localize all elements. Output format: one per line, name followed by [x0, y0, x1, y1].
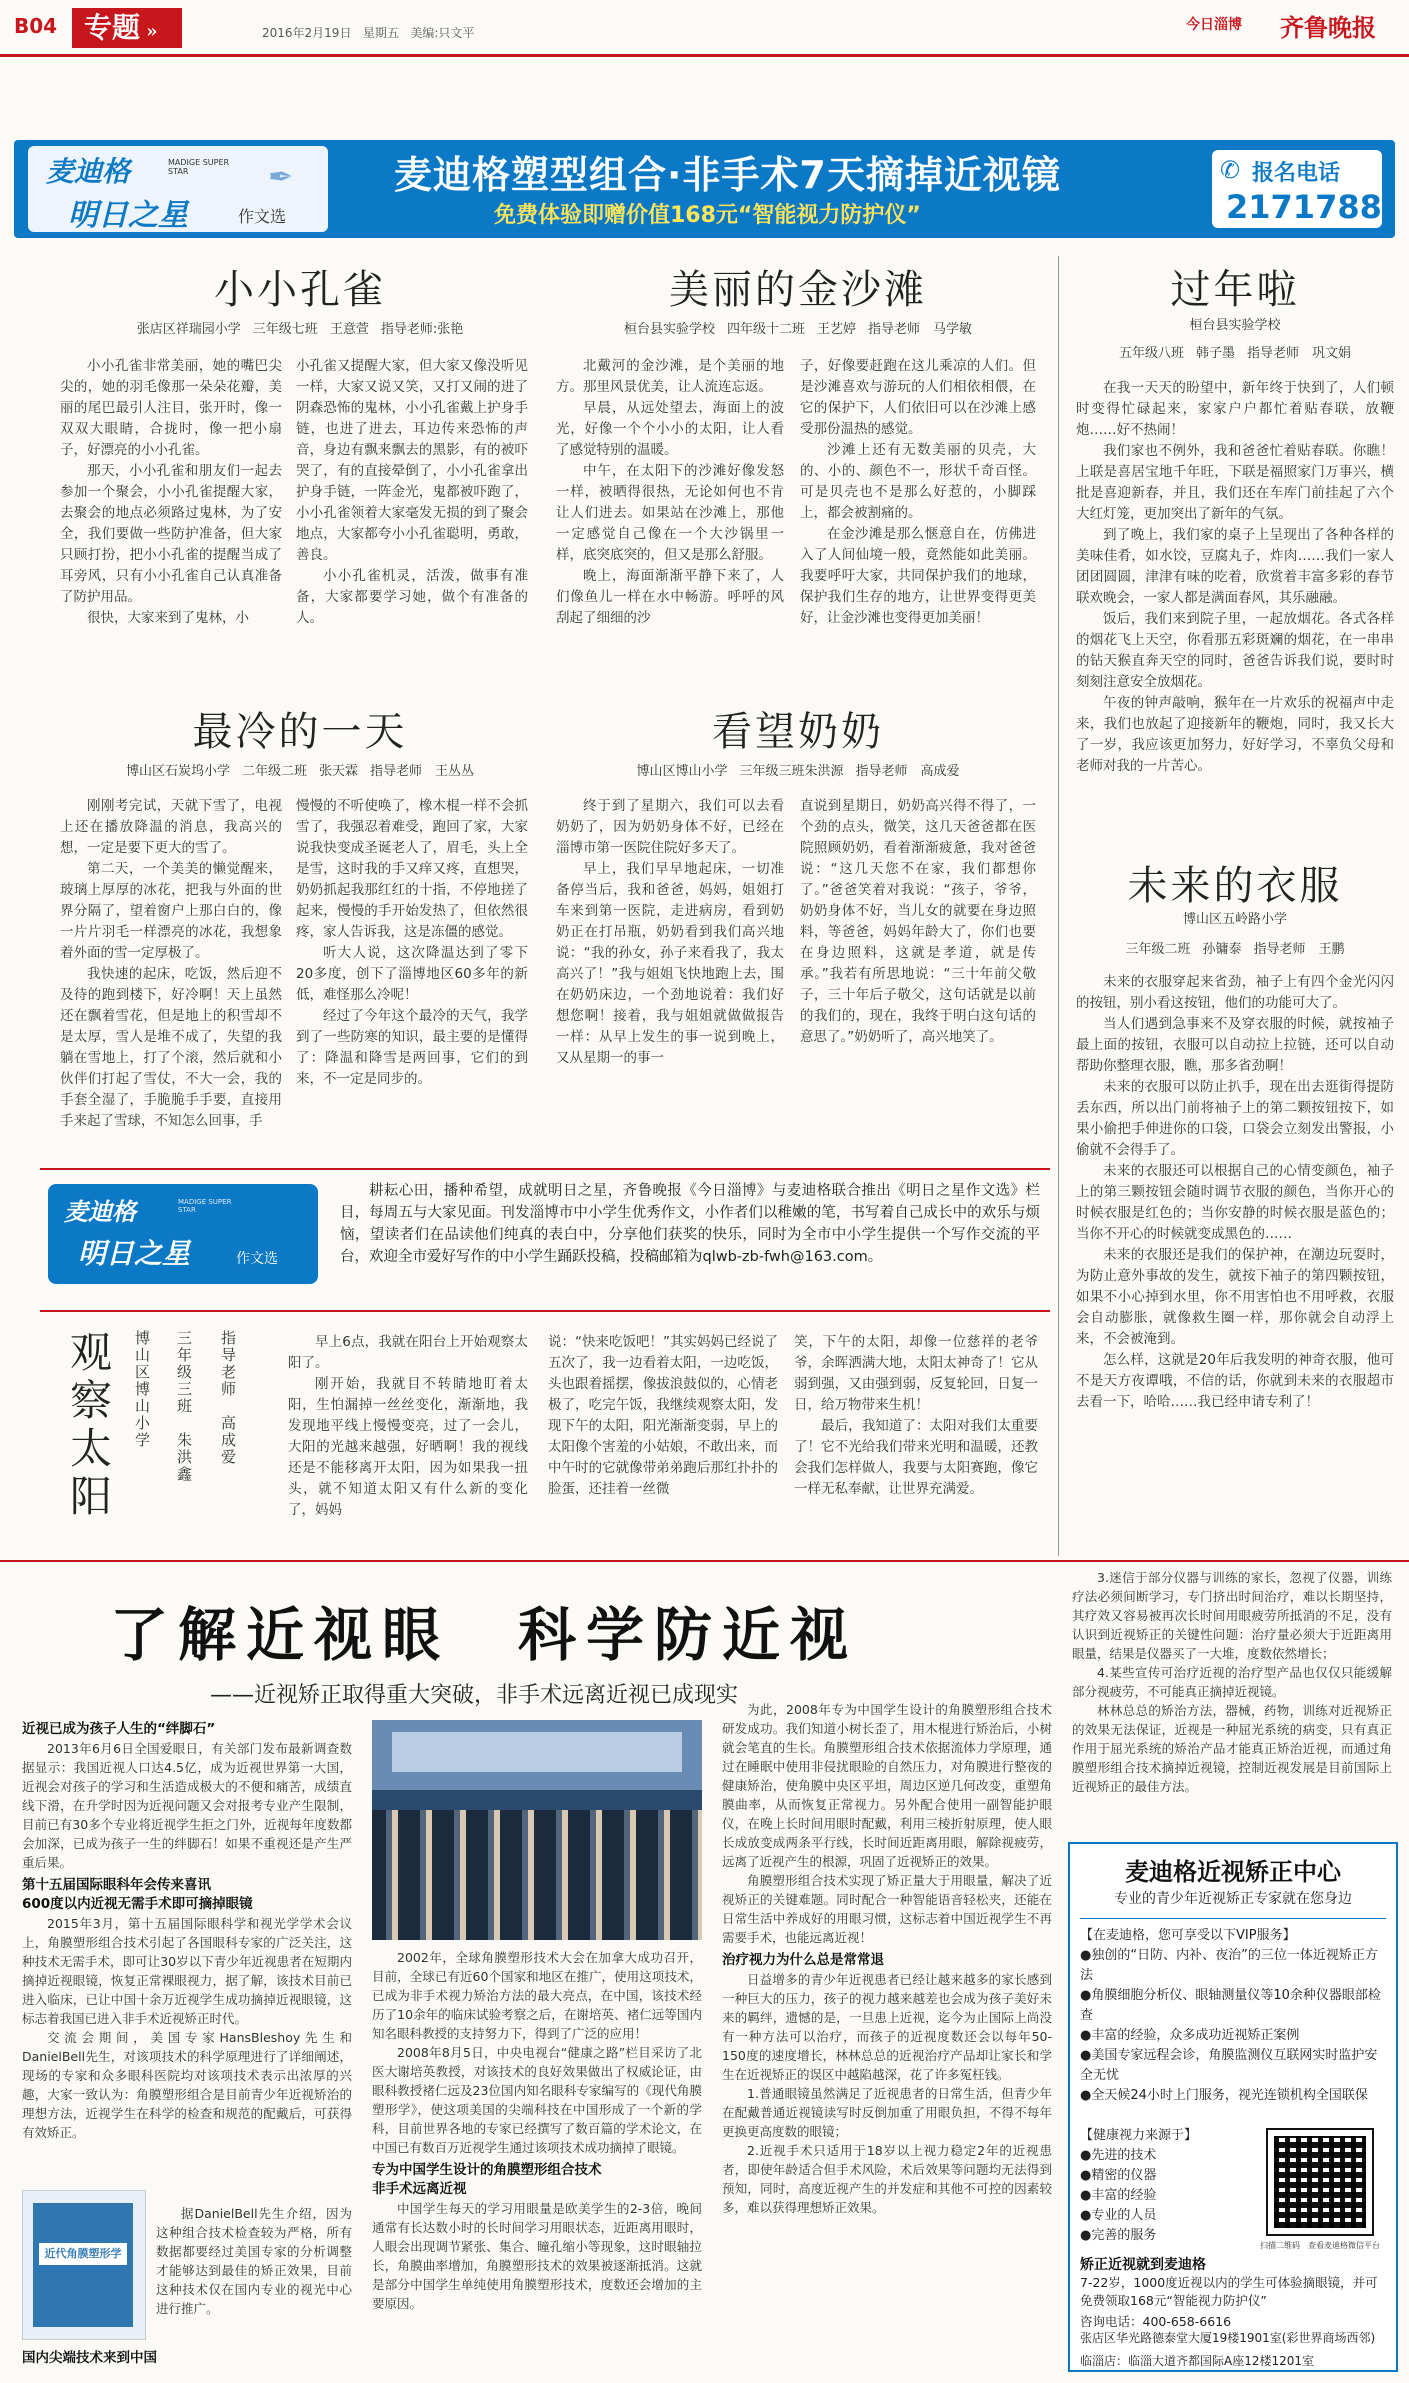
divider — [1080, 1918, 1386, 1919]
subheading: 近视已成为孩子人生的“绊脚石” — [22, 1721, 216, 1737]
column-divider — [1058, 256, 1059, 1556]
article-title: 最冷的一天 — [192, 709, 408, 755]
article-school: 博山区博山小学 — [133, 1330, 151, 1449]
article-title: 小小孔雀 — [214, 267, 386, 313]
center-title: 麦迪格近视矫正中心 — [1125, 1858, 1341, 1886]
pen-icon: ✒ — [268, 160, 294, 195]
article-title: 美丽的金沙滩 — [669, 267, 927, 313]
article-column: 刚刚考完试，天就下雪了，电视上还在播放降温的消息，我高兴的想，一定是要下更大的雪了。 第二天，一个美美的懒觉醒来，玻璃上厚厚的冰花，把我与外面的世界分隔了，望着窗户上那白白的，像一片片羽毛一样漂亮的冰花，我想象着外面的雪一定厚极了。 我快速的起床，吃饭，然后迎不及待的跑到楼下，好冷啊！天上虽然还在飘着雪花，但是地上的积雪却不是太厚，雪人是堆不成了，失望的我躺在雪地上，打了个滚，然后就和小伙伴们打起了雪仗，不大一会，我的手套全湿了，手脆脆手手要，直接用手来起了雪球，不知怎么回事，手 — [60, 798, 282, 1129]
subheading: 600度以内近视无需手术即可摘掉眼镜 — [22, 1896, 253, 1912]
article-title: 过年啦 — [1170, 267, 1300, 313]
center-ad — [1068, 1842, 1398, 2372]
phone-icon: ✆ — [1220, 156, 1241, 184]
article-column: 小孔雀又提醒大家，但大家又像没听见一样，大家又说又笑，又打又闹的进了阴森恐怖的鬼林，小小孔雀戴上护身手链，也进了进去，耳边传来恐怖的声音，身边有飘来飘去的黑影，有的被吓哭了，有的直接晕倒了，小小孔雀拿出护身手链，一阵金光，鬼都被吓跑了，小小孔雀领着大家毫发无损的到了聚会地点，大家都夸小小孔雀聪明，勇敢，善良。 小小孔雀机灵，活泼，做事有准备，大家都要学习她，做个有准备的人。 — [296, 358, 528, 626]
feature-subhead: ——近视矫正取得重大突破，非手术远离近视已成现实 — [210, 1683, 739, 1708]
subheading: 第十五届国际眼科年会传来喜讯 — [22, 1877, 211, 1893]
article-byline: 五年级八班 韩子墨 指导老师 巩文娟 — [1118, 346, 1352, 361]
banner-headline: 麦迪格塑型组合·非手术7天摘掉近视镜 — [394, 153, 1061, 197]
subheading: 非手术远离近视 — [372, 2181, 467, 2197]
book-cover: 近代角膜塑形学 — [33, 2203, 133, 2327]
promo-title: 矫正近视就到麦迪格 — [1080, 2257, 1206, 2273]
qr-caption: 扫描二维码 查看麦迪格微信平台 — [1260, 2241, 1380, 2250]
center-slogan: 专业的青少年近视矫正专家就在您身边 — [1114, 1891, 1352, 1907]
page-number: B04 — [14, 14, 58, 38]
article-column: 小小孔雀非常美丽，她的嘴巴尖尖的，她的羽毛像那一朵朵花瓣，美丽的尾巴最引人注目，张开时，像一双双大眼睛，合拢时，像一把小扇子，好漂亮的小小孔雀。 那天，小小孔雀和朋友们一起去参加一个聚会，小小孔雀提醒大家，去聚会的地点必须路过鬼林，为了安全，我们要做一些防护准备，但大家只顾打扮，把小小孔雀的提醒当成了耳旁风，只有小小孔雀自己认真准备了防护用品。 很快，大家来到了鬼林，小 — [60, 358, 282, 626]
article-byline: 桓台县实验学校 四年级十二班 王艺婷 指导老师 马学敏 — [623, 322, 973, 337]
section-label: 专题 » — [72, 8, 182, 48]
article-column: 子，好像要赶跑在这儿乘凉的人们。但是沙滩喜欢与游玩的人们相依相偎，在它的保护下，人们依旧可以在沙滩上感受那份温热的感觉。 沙滩上还有无数美丽的贝壳，大的、小的、颜色不一，形状千奇百怪。可是贝壳也不是那么好惹的，小脚踩上，都会被割痛的。 在金沙滩是那么惬意自在，仿佛进入了人间仙境一般，竟然能如此美丽。我要呼吁大家，共同保护我们的地球，保护我们生存的地方，让世界变得更美好，让金沙滩也变得更加美丽！ — [800, 358, 1036, 626]
column-notice — [40, 1168, 1050, 1312]
vip-services: 【在麦迪格，您可享受以下VIP服务】 ●独创的“日防、内补、夜治”的三位一体近视矫正方法 ●角膜细胞分析仪、眼轴测量仪等10余种仪器眼部检查 ●丰富的经验，众多成功近视矫正案例 ●美国专家远程会诊，角膜监测仪互联网实时监护安全无忧 ●全天候24小时上门服务，视光连锁机构全国联保 — [1080, 1928, 1381, 2103]
feature-headline: 了解近视眼 科学防近视 — [110, 1601, 859, 1669]
conference-photo — [372, 1720, 702, 1940]
article-byline: 三年级二班 孙镛泰 指导老师 王鹏 — [1125, 942, 1345, 957]
address: 张店区华光路德泰堂大厦19楼1901室(彩世界商场西邻) — [1080, 2331, 1376, 2345]
qr-code-icon — [1268, 2130, 1372, 2234]
local-edition: 今日淄博 — [1186, 17, 1242, 33]
banner-subline: 免费体验即赠价值168元“智能视力防护仪” — [494, 203, 921, 228]
phone-box: ✆ 报名电话 2171788 — [1212, 150, 1382, 228]
article-title: 看望奶奶 — [712, 709, 884, 755]
stage-screen — [392, 1732, 682, 1772]
article-column: 慢慢的不听使唤了，橡木棍一样不会抓雪了，我强忍着难受，跑回了家，大家说我快变成圣诞老人了，眉毛，头上全是雪，这时我的手又痒又疼，直想哭，奶奶抓起我那红红的十指，不停地搓了起来，慢慢的手开始发热了，但依然很疼，家人告诉我，这是冻僵的感觉。 听大人说，这次降温达到了零下20多度，创下了淄博地区60多年的新低，难怪那么冷呢！ 经过了今年这个最冷的天气，我学到了一些防寒的知识，最主要的是懂得了：降温和降雪是两回事，它们的到来，不一定是同步的。 — [296, 798, 528, 1087]
column-logo: 麦迪格 MADIGE SUPER STAR 明日之星 作文选 — [48, 1184, 318, 1284]
chevron-right-icon: » — [140, 21, 158, 42]
health-list: 【健康视力来源于】 ●先进的技术 ●精密的仪器 ●丰富的经验 ●专业的人员 ●完善的服务 — [1080, 2128, 1198, 2243]
paper-name: 齐鲁晚报 — [1280, 13, 1376, 42]
article-column: 笑，下午的太阳，却像一位慈祥的老爷爷，余晖洒满大地，太阳太神奇了！它从弱到强，又由强到弱，反复轮回，日复一日，给万物带来生机！ 最后，我知道了：太阳对我们太重要了！它不光给我们带来光明和温暖，还教会我们怎样做人，我要与太阳赛跑，像它一样无私奉献，让世界充满爱。 — [794, 1334, 1038, 1497]
top-banner — [14, 140, 1395, 238]
page-header — [0, 0, 1409, 60]
column-logo: 麦迪格 MADIGE SUPER STAR 明日之星 作文选 ✒ — [28, 146, 328, 232]
feature-column: 2002年，全球角膜塑形技术大会在加拿大成功召开，目前，全球已有近60个国家和地区在推广，使用这项技术，已成为非手术视力矫治方法的最大亮点，在中国，该技术经历了10余年的临床试验考察之后，在谢培英、褚仁远等国内知名眼科教授的支持努力下，得到了广泛的应用！ 2008年8月5日，中央电视台“健康之路”栏目采访了北医大谢培英教授，对该技术的良好效果做出了权威论证，由眼科教授褚仁远及23位国内知名眼科专家编写的《现代角膜塑形学》，使这项美国的尖端科技在中国形成了一个新的学科，目前世界各地的专家已经撰写了数百篇的学术论文，在中国已有数百万近视学生通过该项技术成功摘掉了眼镜。 专为中国学生设计的角膜塑形组合技术 非手术远离近视 中国学生每天的学习用眼量是欧美学生的2-3倍，晚间通常有长达数小时的长时间学习用眼状态，近距离用眼时，人眼会出现调节紧张、集合、瞳孔缩小等现象，这时眼轴拉长，角膜曲率增加，角膜塑形技术的效果被逐渐抵消。这就是部分中国学生单纯使用角膜塑形技术，度数还会增加的主要原因。 — [372, 1950, 702, 2311]
feature-column: 据DanielBell先生介绍，因为这种组合技术检查较为严格，所有数据都要经过美国专家的分析调整才能够达到最佳的矫正效果，目前这种技术仅在国内专业的视光中心进行推广。 — [156, 2206, 352, 2316]
section-rule — [0, 1560, 1409, 1562]
feature-column: 3.迷信于部分仪器与训练的家长，忽视了仪器，训练疗法必须间断学习，专门挤出时间治疗，难以长期坚持，其疗效又容易被再次长时间用眼疲劳所抵消的不足，没有认识到近视矫正的关键性问题：治疗量必须大于近距离用眼量，结果是仪器买了一大堆，度数依然增长； 4.某些宣传可治疗近视的治疗型产品也仅仅只能缓解部分视疲劳，不可能真正摘掉近视镜。 林林总总的矫治方法，器械，药物，训练对近视矫正的效果无法保证，近视是一种屈光系统的病变，只有真正作用于屈光系统的矫治产品才能真正矫治近视，而通过角膜塑形组合技术摘掉近视镜，控制近视发展是目前国际上近视矫正的最佳方法。 — [1072, 1570, 1392, 1794]
article-byline: 三年级三班 朱洪鑫 — [175, 1330, 193, 1483]
header-meta: 2016年2月19日 星期五 美编:只文平 — [262, 26, 475, 40]
subheading: 治疗视力为什么总是常常退 — [722, 1952, 884, 1968]
header-rule — [0, 54, 1409, 57]
consult-phone: 咨询电话：400-658-6616 — [1080, 2314, 1232, 2329]
article-byline: 张店区祥瑞园小学 三年级七班 王意萱 指导老师:张艳 — [136, 322, 464, 337]
article-column: 在我一天天的盼望中，新年终于快到了，人们顿时变得忙碌起来，家家户户都忙着贴春联，放鞭炮……好不热闹！ 我们家也不例外，我和爸爸忙着贴春联。你瞧！上联是喜居宝地千年旺，下联是福照家门万事兴，横批是喜迎新春，并且，我们还在车库门前挂起了六个大红灯笼，更加突出了新年的气氛。 到了晚上，我们家的桌子上呈现出了各种各样的美味佳肴，如水饺，豆腐丸子，炸肉……我们一家人团团圆圆，津津有味的吃着，欣赏着丰富多彩的春节联欢晚会，一家人都是满面春风，其乐融融。 饭后，我们来到院子里，一起放烟花。各式各样的烟花飞上天空，你看那五彩斑斓的烟花，在一串串的钻天猴直奔天空的同时，爸爸告诉我们说，要时时刻刻注意安全放烟花。 午夜的钟声敲响，猴年在一片欢乐的祝福声中走来，我们也放起了迎接新年的鞭炮，同时，我又长大了一岁，我应该更加努力，好好学习，不辜负父母和老师对我的一片苦心。 — [1076, 380, 1394, 774]
promo-text: 7-22岁，1000度近视以内的学生可体验摘眼镜，并可免费领取168元“智能视力防护仪” — [1080, 2275, 1378, 2308]
article-column: 北戴河的金沙滩，是个美丽的地方。那里风景优美，让人流连忘返。 早晨，从远处望去，海面上的波光，好像一个个小小的太阳，让人看了感觉特别的温暖。 中午，在太阳下的沙滩好像发怒一样，被晒得很热，无论如何也不肯让人们进去。如果站在沙滩上，那他一定感觉自己像在一个大沙锅里一样，底突底突的，但又是那么舒服。 晚上，海面渐渐平静下来了，人们像鱼儿一样在水中畅游。呼呼的风刮起了细细的沙 — [556, 358, 784, 626]
article-column: 未来的衣服穿起来省劲，袖子上有四个金光闪闪的按钮，别小看这按钮，他们的功能可大了。 当人们遇到急事来不及穿衣服的时候，就按袖子最上面的按钮，衣服可以自动拉上拉链，还可以自动帮助你整理衣服，瞧，那多省劲啊！ 未来的衣服可以防止扒手，现在出去逛街得提防丢东西，所以出门前将袖子上的第二颗按钮按下，如果小偷把手伸进你的口袋，口袋会立刻发出警报，小偷就不会得手了。 未来的衣服还可以根据自己的心情变颜色，袖子上的第三颗按钮会随时调节衣服的颜色，当你开心的时候衣服是红色的；当你安静的时候衣服是蓝色的；当你不开心的时候就变成黑色的…… 未来的衣服还是我们的保护神，在潮边玩耍时，为防止意外事故的发生，就按下袖子的第四颗按钮，如果不小心掉到水里，你不用害怕也不用呼救，衣服会自动膨胀，就像救生圈一样，那你就会自动浮上来，不会被淹到。 怎么样，这就是20年后我发明的神奇衣服，他可不是天方夜谭哦，不信的话，你就到未来的衣服超市去看一下，哈哈……我已经申请专利了！ — [1076, 974, 1394, 1410]
article-title: 观察太阳 — [64, 1330, 113, 1522]
audience — [372, 1810, 702, 1940]
feature-column: 近视已成为孩子人生的“绊脚石” 2013年6月6日全国爱眼日，有关部门发布最新调查数据显示：我国近视人口达4.5亿，成为近视世界第一大国，近视会对孩子的学习和生活造成极大的不便和痛苦，成绩直线下滑，在升学时因为近视问题又会对报考专业产生限制，目前已有30多个专业将近视学生拒之门外，近视每年度数都会加深，已成为孩子一生的绊脚石！如果不重视还是产生严重后果。 第十五届国际眼科年会传来喜讯 600度以内近视无需手术即可摘掉眼镜 2015年3月，第十五届国际眼科学和视光学学术会议上，角膜塑形组合技术引起了各国眼科专家的广泛关注，这种技术无需手术，即可让30岁以下青少年近视患者在短期内摘掉近视眼镜，恢复正常裸眼视力，据了解，该技术目前已进入临床，已让中国十余万近视学生成功摘掉近视眼镜，这标志着我国已进入非手术近视矫正时代。 交流会期间，美国专家HansBleshoy先生和DanielBell先生，对该项技术的科学原理进行了详细阐述，现场的专家和众多眼科医院均对该项技术表示出浓厚的兴趣，大家一致认为：角膜塑形组合是目前青少年近视矫治的理想方法，近视学生在科学的检查和规范的配戴后，可获得有效矫正。 — [22, 1721, 352, 2140]
article-byline: 博山区博山小学 三年级三班朱洪源 指导老师 高成爱 — [636, 764, 960, 779]
address-branch: 临淄店：临淄大道齐都国际A座12楼1201室 — [1080, 2354, 1315, 2368]
article-column: 说：“快来吃饭吧！”其实妈妈已经说了五次了，我一边看着太阳，一边吃饭，头也跟着摇摆，像拔浪鼓似的，心情老极了，吃完午饭，我继续观察太阳，发现下午的太阳，阳光渐渐变弱，早上的太阳像个害羞的小姑娘，不敢出来，而中午时的它就像带弟弟跑后那红扑扑的脸蛋，还挂着一丝微 — [548, 1334, 778, 1497]
article-column: 终于到了星期六，我们可以去看奶奶了，因为奶奶身体不好，已经在淄博市第一医院住院好多天了。 早上，我们早早地起床，一切准备停当后，我和爸爸，妈妈，姐姐打车来到第一医院，走进病房，看到奶奶正在打吊瓶，奶奶看到我们高兴地说：“我的孙女，孙子来看我了，我太高兴了！”我与姐姐飞快地跑上去，围在奶奶床边，一个劲地说着：我们好想您啊！接着，我与姐姐就做做报告一样：从早上发生的事一说到晚上，又从星期一的事一 — [556, 798, 784, 1066]
notice-text: 耕耘心田，播种希望，成就明日之星，齐鲁晚报《今日淄博》与麦迪格联合推出《明日之星作文选》栏目，每周五与大家见面。刊发淄博市中小学生优秀作文，小作者们以稚嫩的笔，书写着自己成长中的欢乐与烦恼，望读者们在品读他们纯真的表白中，分享他们获奖的快乐，同时为全市中小学生提供一个写作交流的平台，欢迎全市爱好写作的中小学生踊跃投稿，投稿邮箱为qlwb-zb-fwh@163.com。 — [340, 1183, 1040, 1265]
article-school: 博山区五岭路小学 — [1182, 912, 1287, 927]
book-image — [22, 2190, 146, 2340]
feature-column: 为此，2008年专为中国学生设计的角膜塑形组合技术研发成功。我们知道小树长歪了，用木棍进行矫治后，小树就会笔直的生长。角膜塑形组合技术依据流体力学原理，通过在睡眠中使用非侵扰眼睑的自然压力，对角膜进行整夜的健康矫治，使角膜中央区平坦，周边区逆几何改变，重塑角膜曲率，从而恢复正常视力。另外配合使用一副智能护眼仪，在晚上长时间用眼时配戴，利用三棱折射原理，使人眼长成放变成两条平行线，长时间近距离用眼，解除视疲劳，远离了近视产生的根源，巩固了近视矫正的效果。 角膜塑形组合技术实现了矫正量大于用眼量，解决了近视矫正的关键难题。同时配合一种智能语音轻松夹，还能在日常生活中养成好的用眼习惯，这标志着中国近视学生不再需要手术，也能远离近视！ 治疗视力为什么总是常常退 日益增多的青少年近视患者已经让越来越多的家长感到一种巨大的压力，孩子的视力越来越差也会成为孩子美好未来的羁绊，遗憾的是，一旦患上近视，迄今为止国际上尚没有一种方法可以治疗，而孩子的近视度数还会以每年50-150度的速度增长，林林总总的近视治疗产品却让家长和学生在近视矫正的误区中越陷越深，花了许多冤枉钱。 1.普通眼镜虽然满足了近视患者的日常生活，但青少年在配戴普通近视镜读写时反倒加重了用眼负担，不得不每年更换更高度数的眼镜； 2.近视手术只适用于18岁以上视力稳定2年的近视患者，即使年龄适合但手术风险，术后效果等问题均无法得到预知，同时，高度近视产生的并发症和其他不可控的因素较多，难以获得理想矫正效果。 — [722, 1702, 1052, 2215]
phone-number: 2171788 — [1226, 188, 1382, 226]
article-school: 桓台县实验学校 — [1189, 318, 1281, 333]
article-byline: 博山区石炭坞小学 二年级二班 张天霖 指导老师 王丛丛 — [125, 764, 475, 779]
subheading: 国内尖端技术来到中国 — [22, 2350, 157, 2366]
article-column: 早上6点，我就在阳台上开始观察太阳了。 刚开始，我就目不转睛地盯着太阳，生怕漏掉一丝丝变化，渐渐地，我发现地平线上慢慢变亮，过了一会儿，大阳的光越来越强，好晒啊！我的视线还是不能移离开太阳，因为如果我一扭头，就不知道太阳又有什么新的变化了，妈妈 — [288, 1334, 528, 1518]
subheading: 专为中国学生设计的角膜塑形组合技术 — [372, 2162, 602, 2178]
article-column: 直说到星期日，奶奶高兴得不得了，一个劲的点头，微笑，这几天爸爸都在医院照顾奶奶，看着渐渐疲惫，我对爸爸说：“这几天您不在家，我们都想你了。”爸爸笑着对我说：“孩子，爷爷，奶奶身体不好，当儿女的就要在身边照料，等爸爸，妈妈年龄大了，你们也要在身边照料，这就是孝道，就是传承。”我若有所思地说：“三十年前父敬子，三十年后子敬父，这句话就是以前的我们的，现在，我终于明白这句话的意思了。”奶奶听了，高兴地笑了。 — [800, 798, 1036, 1045]
article-teacher: 指导老师 高成爱 — [219, 1330, 237, 1466]
article-title: 未来的衣服 — [1127, 863, 1343, 909]
